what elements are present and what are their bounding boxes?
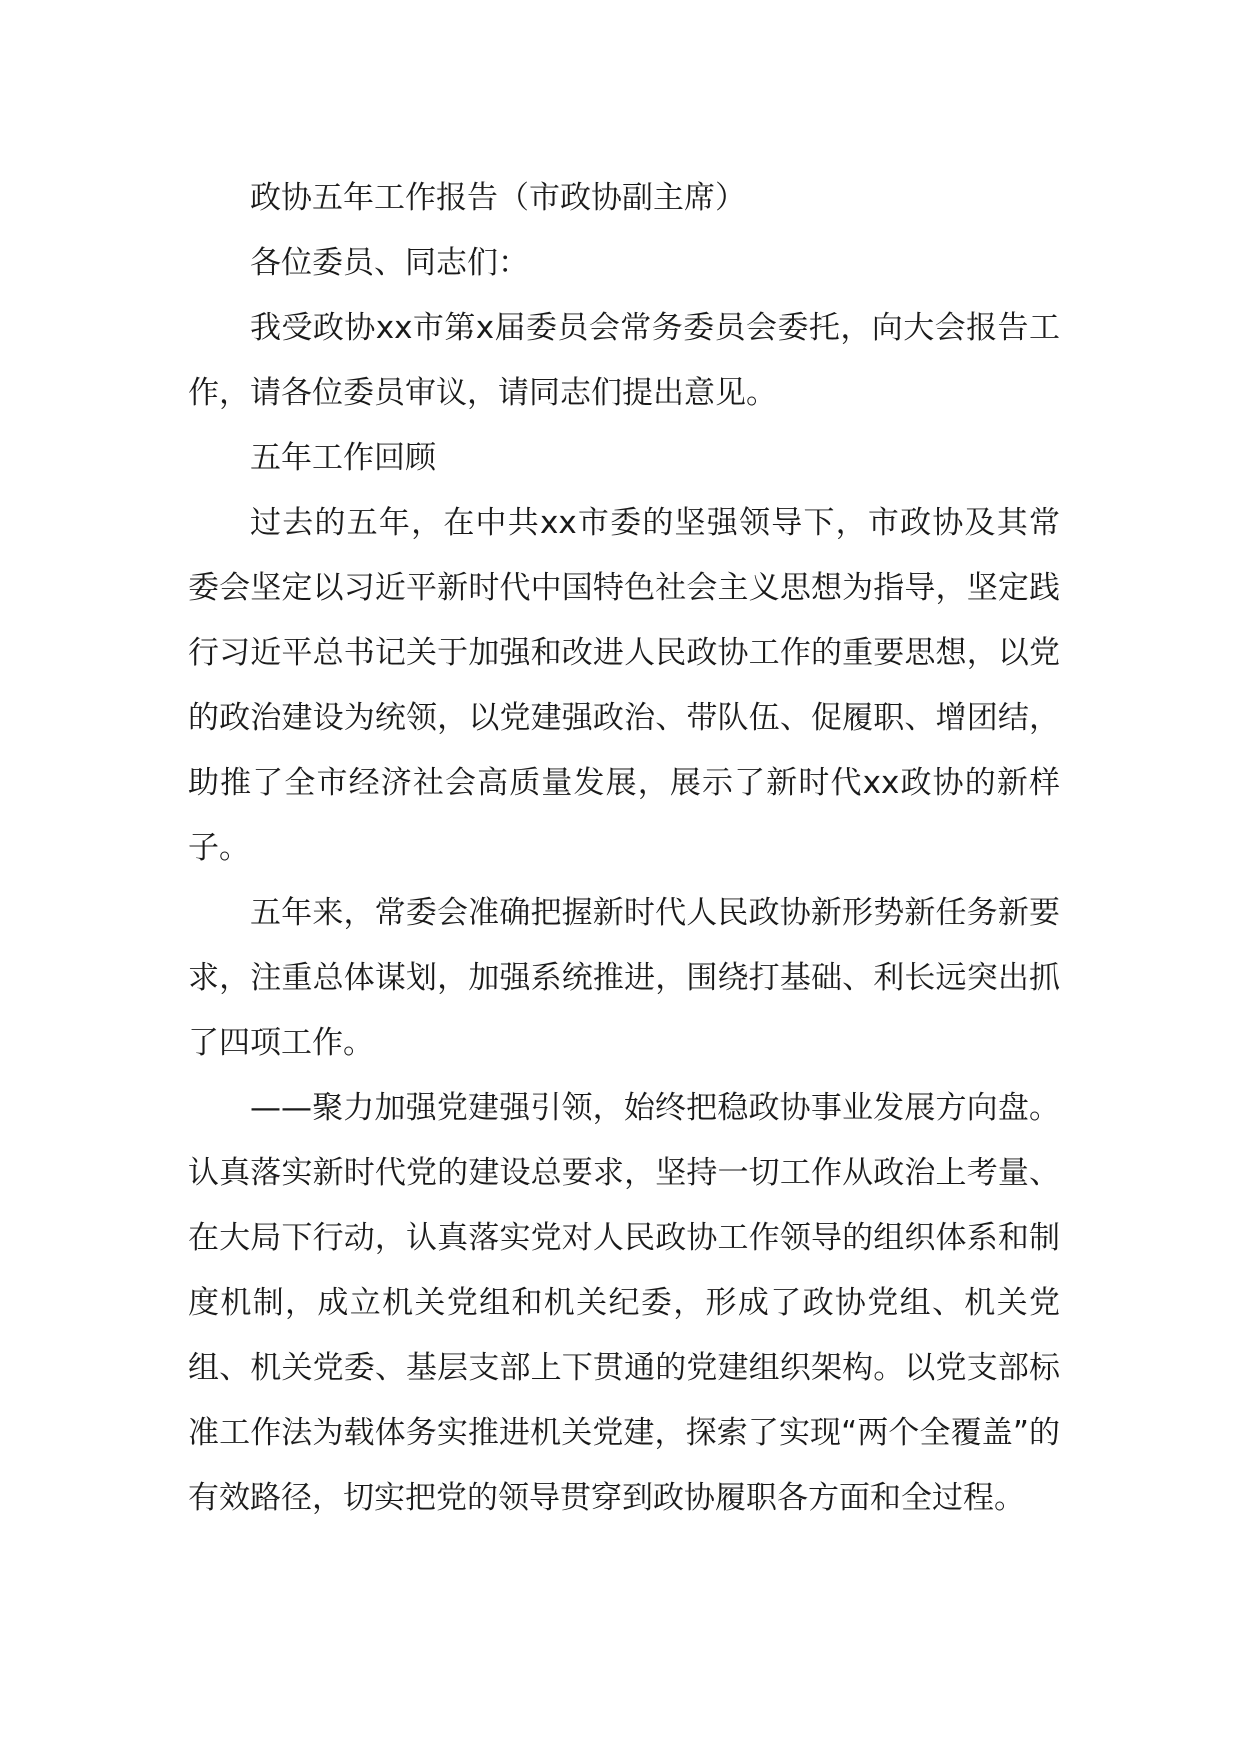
document-title: 政协五年工作报告（市政协副主席） [250,180,746,216]
paragraph-party-building: ——聚力加强党建强引领，始终把稳政协事业发展方向盘。认真落实新时代党的建设总要求，坚持一切工作从政治上考量、在大局下行动，认真落实党对人民政协工作领导的组织体系和制度机制，成立机关党组和机关纪委，形成了政协党组、机关党组、机关党委、基层支部上下贯通的党建组织架构。以党支部标准工作法为载体务实推进机关党建，探索了实现“两个全覆盖”的有效路径，切实把党的领导贯穿到政协履职各方面和全过程。 [188,1090,1060,1516]
paragraph-review: 过去的五年，在中共xx市委的坚强领导下，市政协及其常委会坚定以习近平新时代中国特色社会主义思想为指导，坚定践行习近平总书记关于加强和改进人民政协工作的重要思想，以党的政治建设为统领，以党建强政治、带队伍、促履职、增团结，助推了全市经济社会高质量发展，展示了新时代xx政协的新样子。 [188,505,1060,866]
document-body [188,166,1060,1531]
paragraph-four-tasks: 五年来，常委会准确把握新时代人民政协新形势新任务新要求，注重总体谋划，加强系统推进，围绕打基础、利长远突出抓了四项工作。 [188,895,1060,1061]
section-heading: 五年工作回顾 [250,440,436,476]
salutation: 各位委员、同志们： [250,245,529,281]
paragraph-intro: 我受政协xx市第x届委员会常务委员会委托，向大会报告工作，请各位委员审议，请同志们提出意见。 [188,310,1060,411]
